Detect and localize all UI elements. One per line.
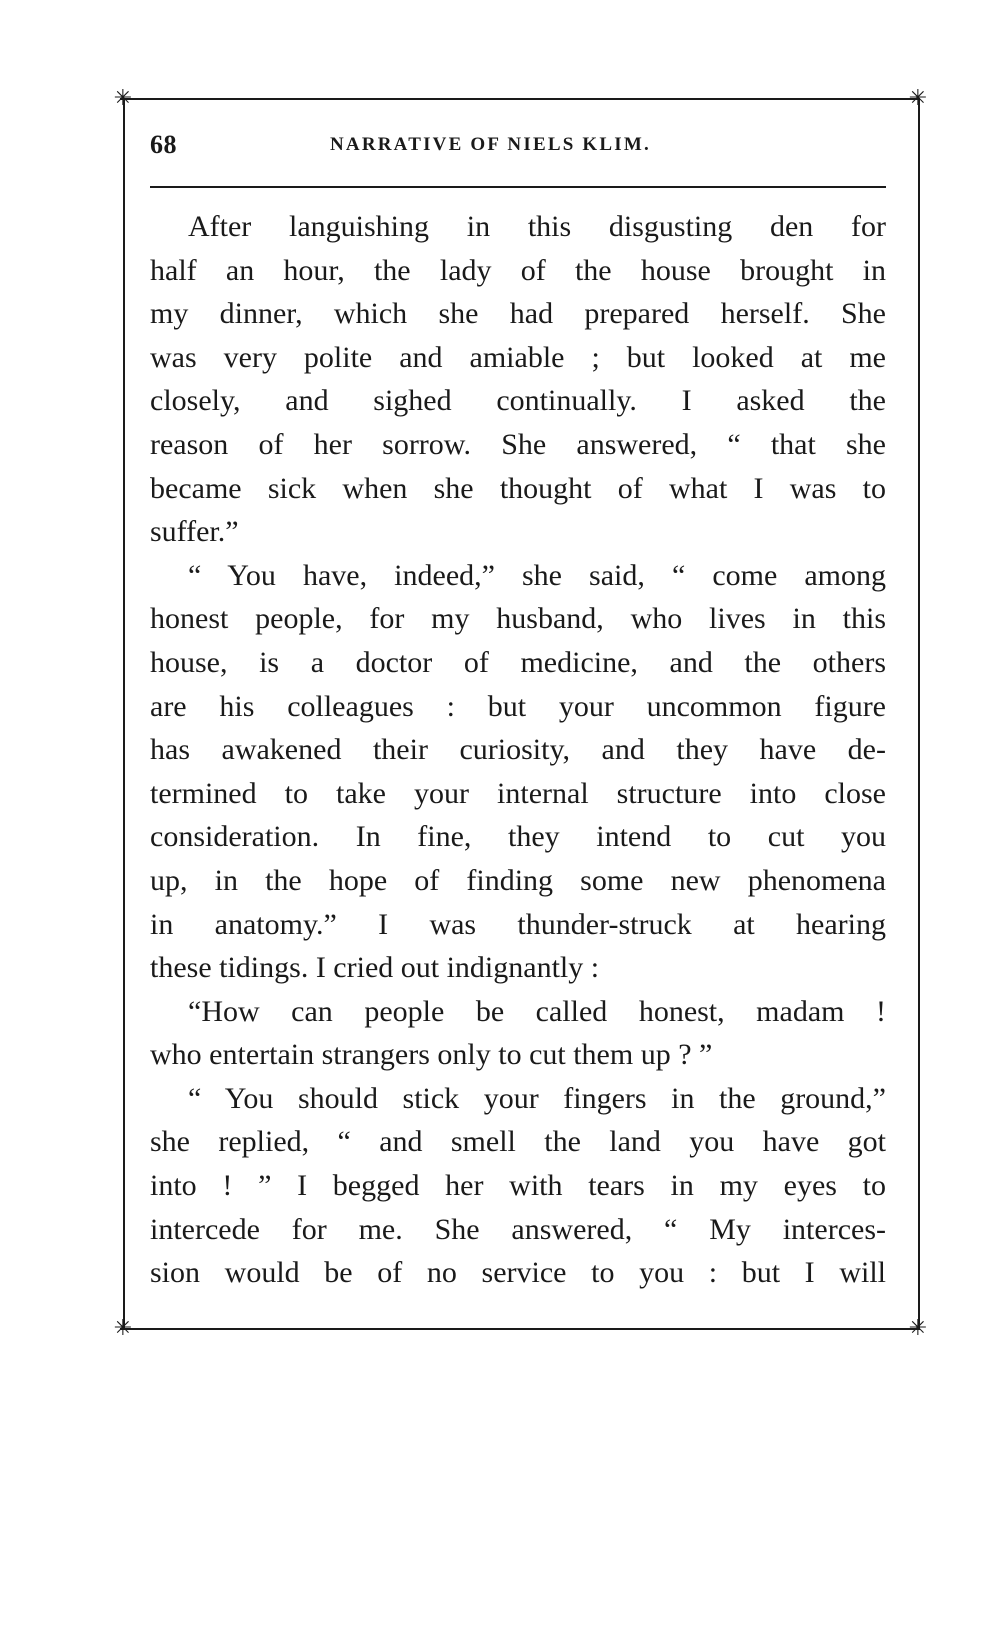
header-rule xyxy=(150,186,886,188)
frame-bottom-rule xyxy=(120,1328,920,1330)
text-line: After languishing in this disgusting den for xyxy=(188,210,886,243)
frame-left-rule xyxy=(123,98,125,1329)
corner-ornament-icon: ✳ xyxy=(908,1316,928,1341)
page-number: 68 xyxy=(150,130,177,159)
corner-ornament-icon: ✳ xyxy=(113,1316,133,1341)
text-line: “ You should stick your fingers in the ground,” xyxy=(188,1081,886,1115)
text-line: has awakened their curiosity, and they have de- xyxy=(150,733,886,767)
text-line: termined to take your internal structure into close xyxy=(150,776,886,810)
frame-right-rule xyxy=(918,98,920,1329)
text-line: closely, and sighed continually. I asked the xyxy=(150,384,886,418)
text-line: “ You have, indeed,” she said, “ come among xyxy=(188,558,886,592)
running-head xyxy=(150,130,886,166)
text-line: she replied, “ and smell the land you have got xyxy=(150,1125,886,1159)
text-line: half an hour, the lady of the house brought in xyxy=(150,253,886,287)
frame-top-rule xyxy=(120,98,920,100)
text-line: into ! ” I begged her with tears in my eyes to xyxy=(150,1169,886,1203)
text-line: consideration. In fine, they intend to cut you xyxy=(150,820,886,854)
text-line: became sick when she thought of what I was to xyxy=(150,471,886,505)
text-line: was very polite and amiable ; but looked at me xyxy=(150,340,886,374)
running-title: NARRATIVE OF NIELS KLIM. xyxy=(330,134,651,155)
corner-ornament-icon: ✳ xyxy=(113,86,133,111)
text-line: in anatomy.” I was thunder-struck at hearing xyxy=(150,907,886,941)
text-line: are his colleagues : but your uncommon figure xyxy=(150,689,886,723)
text-line: suffer.” xyxy=(150,515,239,549)
corner-ornament-icon: ✳ xyxy=(908,86,928,111)
text-line: house, is a doctor of medicine, and the others xyxy=(150,645,886,679)
text-line: honest people, for my husband, who lives in this xyxy=(150,602,886,636)
body-text xyxy=(150,205,886,1295)
text-line: up, in the hope of finding some new phenomena xyxy=(150,863,886,897)
text-line: reason of her sorrow. She answered, “ that she xyxy=(150,427,886,461)
text-line: intercede for me. She answered, “ My interces- xyxy=(150,1212,886,1246)
text-line: my dinner, which she had prepared herself. She xyxy=(150,297,886,331)
text-line: sion would be of no service to you : but I will xyxy=(150,1256,886,1290)
text-line: these tidings. I cried out indignantly : xyxy=(150,951,600,985)
text-line: who entertain strangers only to cut them up ? ” xyxy=(150,1038,713,1072)
text-line: “How can people be called honest, madam ! xyxy=(188,994,886,1028)
